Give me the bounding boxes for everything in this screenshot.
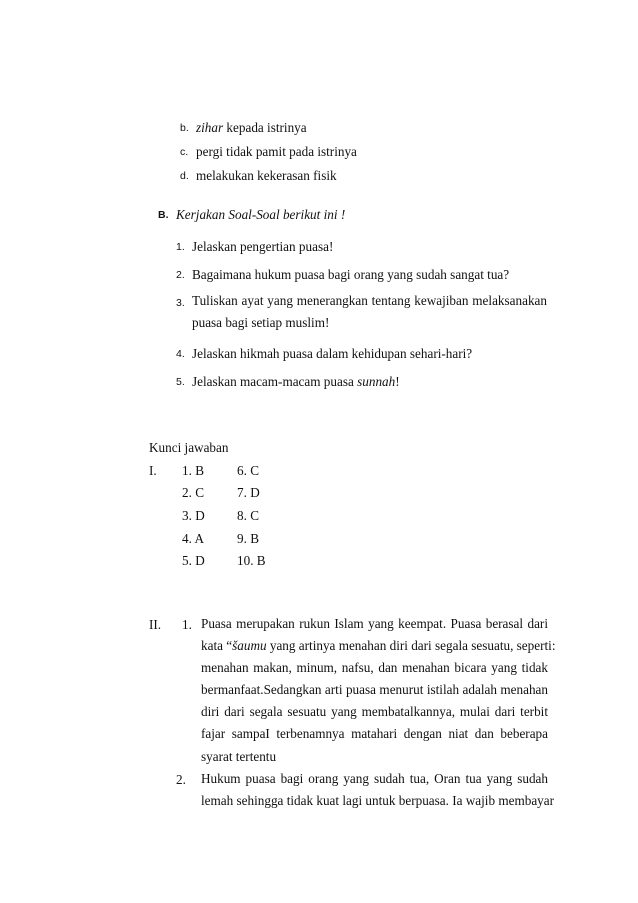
question-number: 2. [176,269,185,281]
answer-line: kata “šaumu yang artinya menahan diri dari segala sesuatu, seperti: [201,638,556,654]
question-number: 5. [176,376,185,388]
answer-item: 9. B [237,531,259,546]
option-marker: b. [180,122,189,134]
answer-item: 2. C [182,485,204,500]
answer-item: 10. B [237,553,266,568]
question-number: 3. [176,297,185,309]
question-text: Bagaimana hukum puasa bagi orang yang sudah sangat tua? [192,267,510,282]
answer-item: 5. D [182,553,205,568]
answer-key-title: Kunci jawaban [149,440,229,455]
answer-item: 4. A [182,531,204,546]
question-text: Jelaskan hikmah puasa dalam kehidupan sehari-hari? [192,346,473,361]
section-title: Kerjakan Soal-Soal berikut ini ! [176,207,346,222]
answer-item: 3. D [182,508,205,523]
answer-item: 1. B [182,463,204,478]
answer-item: 7. D [237,485,260,500]
roman-numeral: II. [149,617,162,632]
option-text: zihar kepada istrinya [196,120,307,135]
answer-item: 8. C [237,508,259,523]
option-text: melakukan kekerasan fisik [196,168,337,183]
option-text: pergi tidak pamit pada istrinya [196,144,357,159]
question-number: 4. [176,348,185,360]
answer-number: 1. [182,617,192,632]
answer-number: 2. [176,772,186,787]
option-marker: c. [180,146,189,158]
answer-paragraph: Puasa merupakan rukun Islam yang keempat. Puasa berasal dari kata “šaumu yang artinya menahan diri dari segala sesuatu, seperti: menahan makan, minum, nafsu, dan menahan bicara yang tidak bermanfaat.Sedangkan arti puasa menurut istilah adalah menahan diri dari segala sesuatu yang membatalkannya, mulai dari terbit fajar sampaI terbenamnya matahari dengan niat dan beberapa syarat tertentu [201,616,556,764]
question-text: Jelaskan macam-macam puasa sunnah! [192,374,400,389]
option-marker: d. [180,170,189,182]
section-marker: B. [158,209,169,221]
roman-numeral: I. [149,463,157,478]
question-number: 1. [176,241,185,253]
answer-paragraph: Hukum puasa bagi orang yang sudah tua, Oran tua yang sudah lemah sehingga tidak kuat lagi untuk berpuasa. Ia wajib membayar [201,771,555,809]
answer-item: 6. C [237,463,259,478]
question-text: Jelaskan pengertian puasa! [192,239,334,254]
question-text: Tuliskan ayat yang menerangkan tentang kewajiban melaksanakan puasa bagi setiap muslim! [192,293,547,331]
